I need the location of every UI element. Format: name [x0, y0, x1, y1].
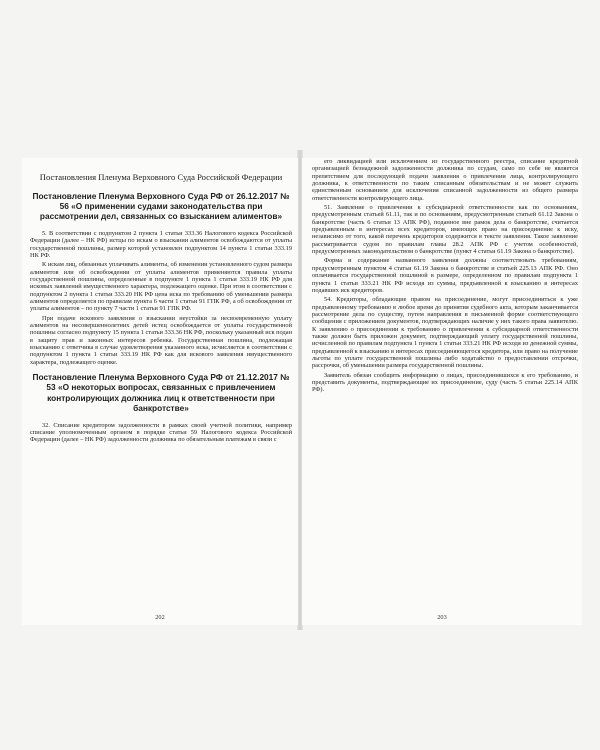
left-page-column [30, 164, 292, 444]
page-number-left: 202 [155, 614, 165, 621]
paragraph-56-2: К искам лиц, обязанных уплачивать алименты, об изменении установленного судом размера алиментов или об освобождении от уплаты алиментов применяются правила уплаты государственной пошлины, определенные в подпункте 1 пункта 1 статьи 333.19 НК РФ для исковых заявлений имущественного характера, подлежащего оценке. При этом в соответствии с подпунктом 2 пункта 1 статьи 333.20 НК РФ цена иска по требованию об уменьшении размера алиментов определяется по правилам пункта 6 части 1 статьи 91 ГПК РФ, а об освобождении от уплаты алиментов – по пункту 7 части 1 статьи 91 ГПК РФ. [30, 261, 292, 313]
paragraph-right-3: Форма и содержание названного заявления должны соответствовать требованиям, предусмотренным пунктом 4 статьи 61.19 Закона о банкротстве и статьей 225.13 АПК РФ. Оно оплачивается государственной пошлиной в размере, определенном по правилам подпункта 1 пункта 1 статьи 333.21 НК РФ исходя из суммы, предъявленной к взысканию в интересах подавших иск кредиторов. [312, 257, 578, 294]
resolution-53-title: Постановление Пленума Верховного Суда РФ от 21.12.2017 № 53 «О некоторых вопросах, связанных с привлечением контролирующих должника лиц к ответственности при банкротстве» [32, 372, 290, 414]
left-page [22, 158, 298, 625]
paragraph-right-4: 54. Кредиторы, обладающие правом на присоединение, могут присоединиться к уже предъявленному требованию в любое время до принятия судебного акта, которым заканчивается рассмотрение дела по существу, путем направления в письменной форме соответствующего сообщения с приложением документов, подтверждающих наличие у них такого права заявителю. К заявлению о присоединении к требованию о привлечении к субсидиарной ответственности также должен быть приложен документ, подтверждающий уплату государственной пошлины, исчисленной по правилам подпункта 1 пункта 1 статьи 333.21 НК РФ исходя из денежной суммы, предъявленной к взысканию в интересах присоединяющегося кредитора, или право на получение льготы по уплате государственной пошлины либо ходатайство о предоставлении отсрочки, рассрочки, об уменьшении размера государственной пошлины. [312, 296, 578, 370]
paragraph-right-5: Заявитель обязан сообщить информацию о лицах, присоединившихся к его требованию, и представить документы, подтверждающие их присоединение, суду (часть 5 статьи 225.14 АПК РФ). [312, 371, 578, 394]
resolution-56-title: Постановление Пленума Верховного Суда РФ от 26.12.2017 № 56 «О применении судами законодательства при рассмотрении дел, связанных со взысканием алиментов» [32, 190, 290, 222]
paragraph-56-3: При подаче искового заявления о взыскании неустойки за несвоевременную уплату алиментов на несовершеннолетних детей истец освобождается от уплаты государственной пошлины согласно подпункту 15 пункта 1 статьи 333.36 НК РФ, поскольку указанный иск подан в защиту прав и законных интересов ребенка. Государственная пошлина, подлежащая взысканию с ответчика в случае удовлетворения указанного иска, исчисляется в соответствии с подпунктом 1 пункта 1 статьи 333.19 НК РФ как для искового заявления имущественного характера, подлежащего оценке. [30, 314, 292, 366]
paragraph-right-1: его ликвидацией или исключением из государственного реестра, списание кредитной организацией безнадежной задолженности должника по ссудам, само по себе не является препятствием для последующей подачи заявления о привлечении лица, контролирующего должника, к ответственности по таким списанным обязательствам и не может служить единственным основанием для исключения списанной задолженности из общего размера ответственности контролирующего лица. [312, 158, 578, 202]
paragraph-53-1: 32. Списание кредитором задолженности в рамках своей учетной политики, например списание уполномоченным органом в порядке статьи 59 Налогового кодекса Российской Федерации (далее – НК РФ) задолженности должника по обязательным платежам в связи с [30, 421, 292, 444]
right-page [302, 158, 582, 625]
paragraph-right-2: 51. Заявление о привлечении к субсидиарной ответственности как по основаниям, предусмотренным статьей 61.11, так и по основаниям, предусмотренным статьей 61.12 Закона о банкротстве (часть 6 статьи 13 АПК РФ), поданное вне рамок дела о банкротстве, считается предъявленным в интересах всех кредиторов, имеющих право на присоединение к иску, независимо от того, какой перечень кредиторов содержится в тексте заявления. Такое заявление рассматривается судом по правилам главы 28.2 АПК РФ с учетом особенностей, предусмотренных законодательством о банкротстве (пункт 4 статьи 61.19 Закона о банкротстве). [312, 204, 578, 256]
court-section-title: Постановления Пленума Верховного Суда Российской Федерации [39, 172, 283, 182]
page-number-right: 203 [437, 614, 447, 621]
paragraph-56-1: 5. В соответствии с подпунктом 2 пункта 1 статьи 333.36 Налогового кодекса Российской Федерации (далее – НК РФ) истцы по искам о взыскании алиментов освобождаются от уплаты государственной пошлины, размер которой установлен подпунктом 14 пункта 1 статьи 333.19 НК РФ. [30, 229, 292, 259]
right-page-column [312, 158, 578, 394]
